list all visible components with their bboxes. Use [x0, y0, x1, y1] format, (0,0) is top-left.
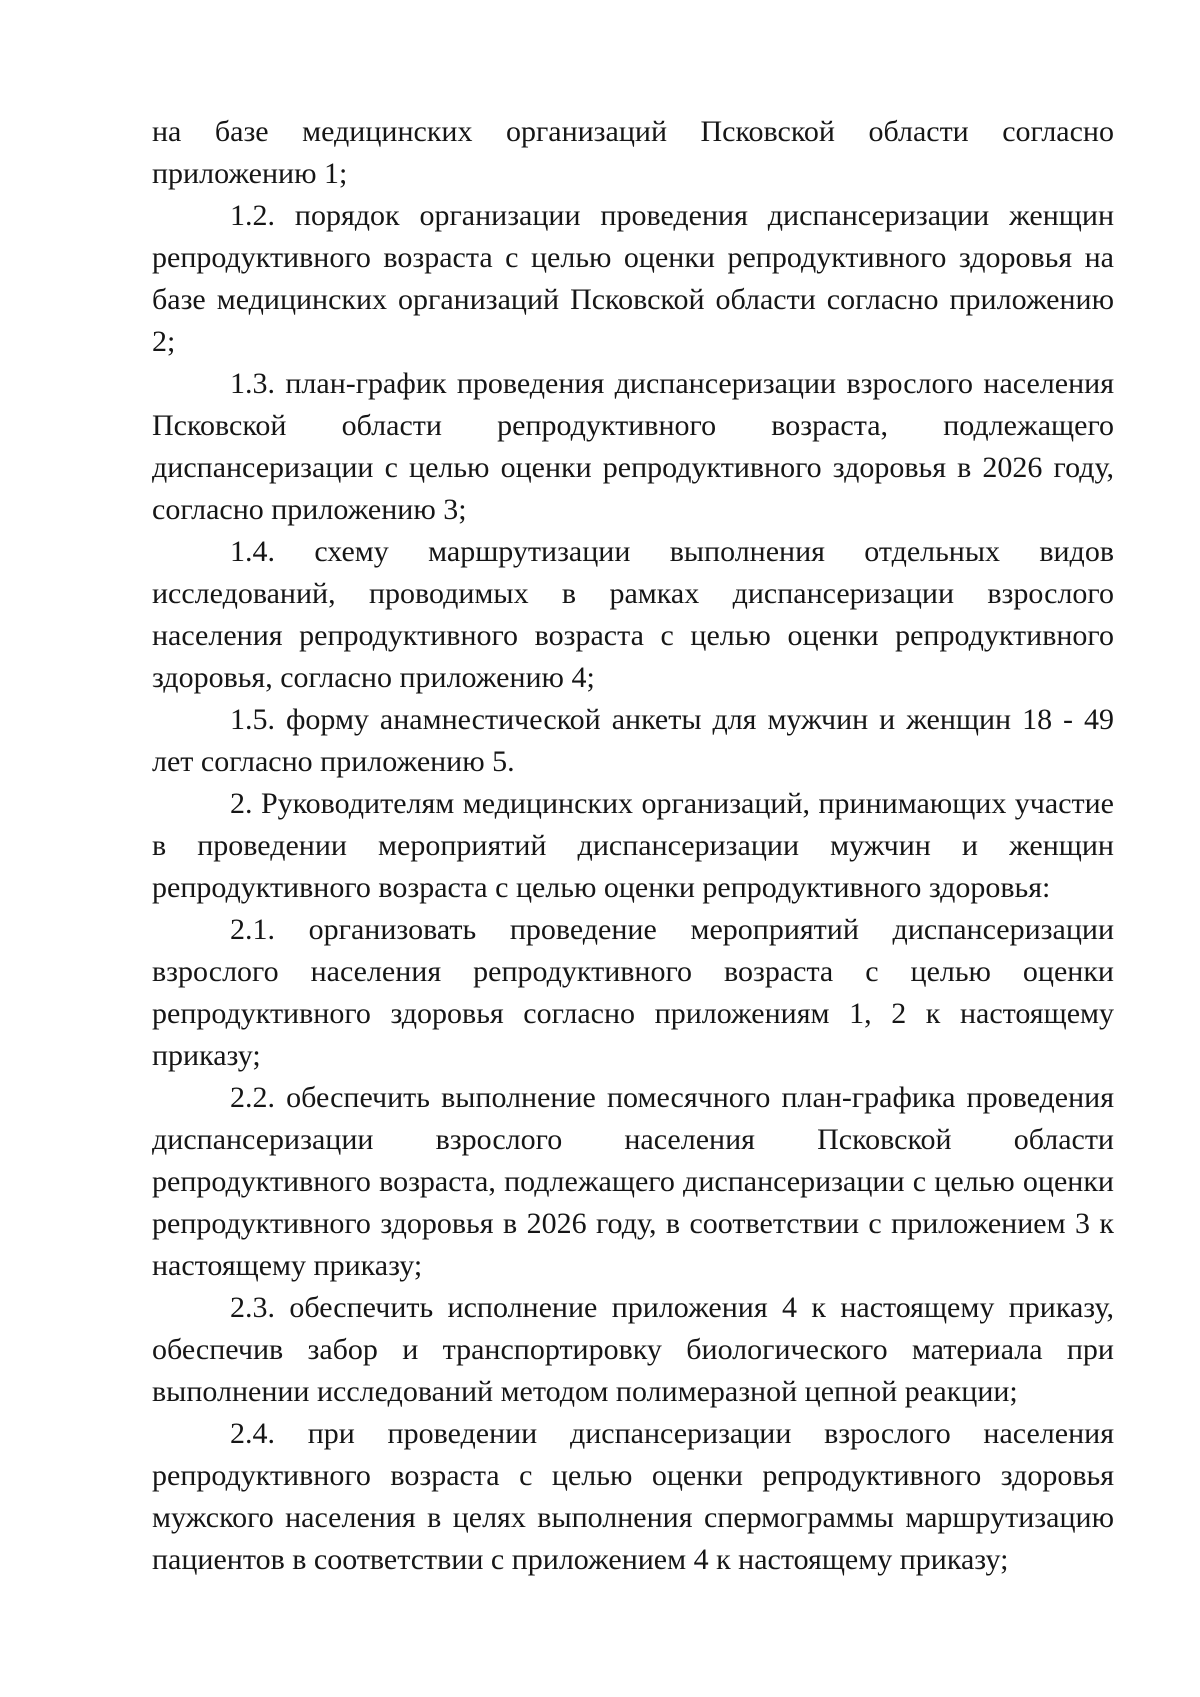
paragraph-1-2: 1.2. порядок организации проведения диспансеризации женщин репродуктивного возраста с целью оценки репродуктивного здоровья на базе медицинских организаций Псковской области согласно приложению 2; [152, 199, 1114, 358]
paragraph-2-3: 2.3. обеспечить исполнение приложения 4 к настоящему приказу, обеспечив забор и транспортировку биологического материала при выполнении исследований методом полимеразной цепной реакции; [152, 1291, 1114, 1408]
paragraph-1-4: 1.4. схему маршрутизации выполнения отдельных видов исследований, проводимых в рамках диспансеризации взрослого населения репродуктивного возраста с целью оценки репродуктивного здоровья, согласно приложению 4; [152, 535, 1114, 694]
document-page [152, 111, 1114, 1581]
paragraph-1-5: 1.5. форму анамнестической анкеты для мужчин и женщин 18 - 49 лет согласно приложению 5. [152, 703, 1114, 778]
paragraph-1-3: 1.3. план-график проведения диспансеризации взрослого населения Псковской области репродуктивного возраста, подлежащего диспансеризации с целью оценки репродуктивного здоровья в 2026 году, согласно приложению 3; [152, 367, 1114, 526]
paragraph-2-4: 2.4. при проведении диспансеризации взрослого населения репродуктивного возраста с целью оценки репродуктивного здоровья мужского населения в целях выполнения спермограммы маршрутизацию пациентов в соответствии с приложением 4 к настоящему приказу; [152, 1417, 1114, 1576]
paragraph-2-1: 2.1. организовать проведение мероприятий диспансеризации взрослого населения репродуктивного возраста с целью оценки репродуктивного здоровья согласно приложениям 1, 2 к настоящему приказу; [152, 913, 1114, 1072]
paragraph-2-2: 2.2. обеспечить выполнение помесячного план-графика проведения диспансеризации взрослого населения Псковской области репродуктивного возраста, подлежащего диспансеризации с целью оценки репродуктивного здоровья в 2026 году, в соответствии с приложением 3 к настоящему приказу; [152, 1081, 1114, 1282]
paragraph-2: 2. Руководителям медицинских организаций, принимающих участие в проведении мероприятий диспансеризации мужчин и женщин репродуктивного возраста с целью оценки репродуктивного здоровья: [152, 787, 1114, 904]
paragraph-continuation: на базе медицинских организаций Псковской области согласно приложению 1; [152, 115, 1114, 190]
